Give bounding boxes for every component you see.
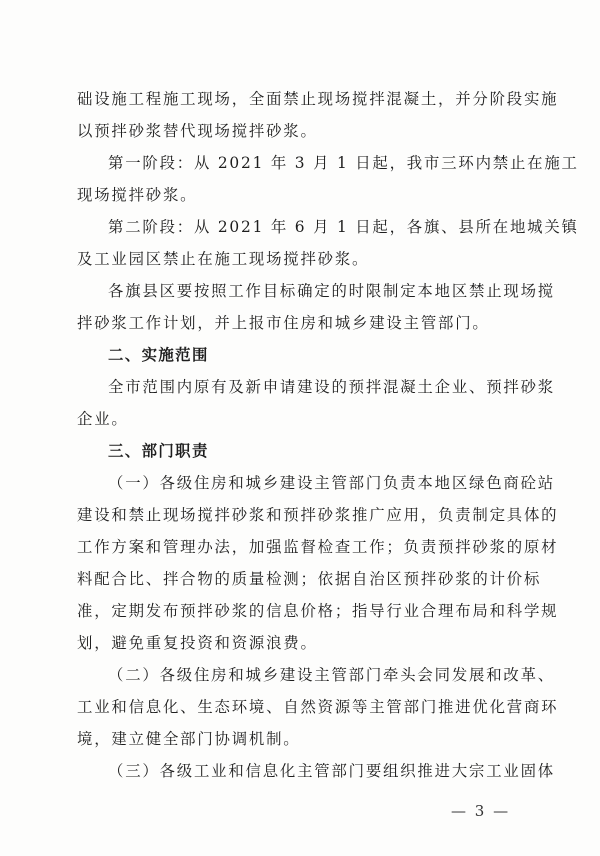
- paragraph-line: 建设和禁止现场搅拌砂浆和预拌砂浆推广应用，负责制定具体的: [77, 506, 559, 524]
- paragraph-line: 第二阶段：从 2021 年 6 月 1 日起，各旗、县所在地城关镇: [108, 218, 579, 236]
- paragraph-line: 料配合比、拌合物的质量检测；依据自治区预拌砂浆的计价标: [77, 570, 542, 588]
- paragraph-line: 拌砂浆工作计划，并上报市住房和城乡建设主管部门。: [77, 314, 490, 332]
- paragraph-line: （二）各级住房和城乡建设主管部门牵头会同发展和改革、: [108, 666, 555, 684]
- paragraph-line: （三）各级工业和信息化主管部门要组织推进大宗工业固体: [108, 762, 555, 780]
- paragraph-line: 工业和信息化、生态环境、自然资源等主管部门推进优化营商环: [77, 698, 559, 716]
- paragraph-line: 境，建立健全部门协调机制。: [77, 730, 301, 748]
- paragraph-line: 以预拌砂浆替代现场搅拌砂浆。: [77, 122, 318, 140]
- paragraph-line: 第一阶段：从 2021 年 3 月 1 日起，我市三环内禁止在施工: [108, 154, 579, 172]
- section-heading-duties: 三、部门职责: [108, 442, 209, 460]
- paragraph-line: 及工业园区禁止在施工现场搅拌砂浆。: [77, 250, 370, 268]
- paragraph-line: （一）各级住房和城乡建设主管部门负责本地区绿色商砼站: [108, 474, 555, 492]
- paragraph-line: 各旗县区要按照工作目标确定的时限制定本地区禁止现场搅: [108, 282, 555, 300]
- paragraph-line: 划，避免重复投资和资源浪费。: [77, 634, 318, 652]
- paragraph-line: 全市范围内原有及新申请建设的预拌混凝土企业、预拌砂浆: [108, 378, 555, 396]
- paragraph-line: 企业。: [77, 410, 129, 428]
- paragraph-line: 工作方案和管理办法，加强监督检查工作；负责预拌砂浆的原材: [77, 538, 559, 556]
- section-heading-scope: 二、实施范围: [108, 346, 209, 364]
- page-number: — 3 —: [451, 802, 511, 820]
- paragraph-line: 准，定期发布预拌砂浆的信息价格；指导行业合理布局和科学规: [77, 602, 559, 620]
- paragraph-line: 础设施工程施工现场，全面禁止现场搅拌混凝土，并分阶段实施: [77, 90, 559, 108]
- paragraph-line: 现场搅拌砂浆。: [77, 186, 198, 204]
